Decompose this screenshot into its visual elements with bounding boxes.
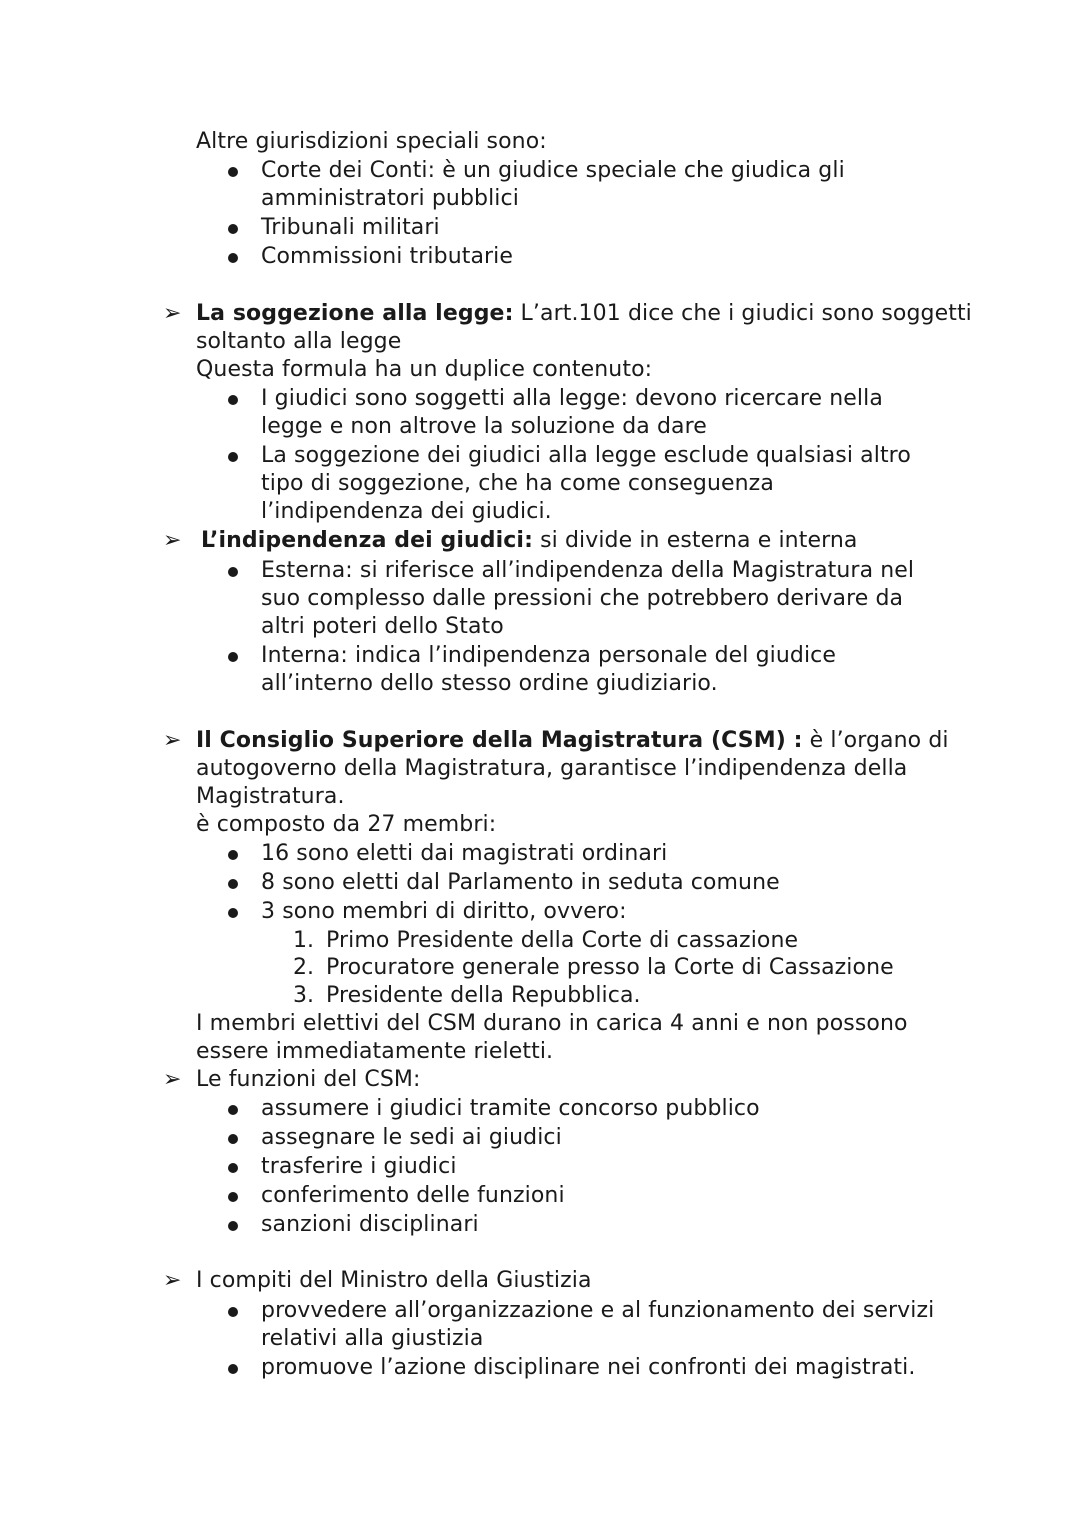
bullet-icon xyxy=(228,1192,238,1202)
bullet-icon xyxy=(228,850,238,860)
section-text: è l’organo di xyxy=(802,728,949,753)
list-number: 3. xyxy=(293,983,314,1008)
arrow-bullet-icon: ➢ xyxy=(163,1067,182,1092)
list-item: 8 sono eletti dal Parlamento in seduta comune xyxy=(261,870,780,895)
paragraph-line: essere immediatamente rieletti. xyxy=(196,1039,554,1064)
list-item: trasferire i giudici xyxy=(261,1154,457,1179)
list-number: 1. xyxy=(293,928,314,953)
section-title: La soggezione alla legge: xyxy=(196,301,514,326)
section-heading-ministro: I compiti del Ministro della Giustizia xyxy=(196,1268,592,1293)
list-item: assumere i giudici tramite concorso pubblico xyxy=(261,1096,760,1121)
arrow-bullet-icon: ➢ xyxy=(163,301,182,326)
section-text: L’art.101 dice che i giudici sono soggetti xyxy=(513,301,972,326)
bullet-icon xyxy=(228,1134,238,1144)
section-heading-soggezione xyxy=(196,300,972,328)
paragraph-line: Magistratura. xyxy=(196,784,345,809)
bullet-icon xyxy=(228,1307,238,1317)
numbered-item: Procuratore generale presso la Corte di Cassazione xyxy=(326,955,894,980)
list-item: Corte dei Conti: è un giudice speciale che giudica gli xyxy=(261,158,845,183)
paragraph-line: soltanto alla legge xyxy=(196,329,402,354)
arrow-bullet-icon: ➢ xyxy=(163,728,182,753)
intro-heading: Altre giurisdizioni speciali sono: xyxy=(196,129,547,154)
paragraph-line: I membri elettivi del CSM durano in carica 4 anni e non possono xyxy=(196,1011,908,1036)
bullet-icon xyxy=(228,395,238,405)
section-heading-csm xyxy=(196,727,949,755)
section-title: L’indipendenza dei giudici: xyxy=(201,528,533,553)
list-item-continuation: suo complesso dalle pressioni che potrebbero derivare da xyxy=(261,586,904,611)
section-heading-funzioni: Le funzioni del CSM: xyxy=(196,1067,421,1092)
list-item: promuove l’azione disciplinare nei confronti dei magistrati. xyxy=(261,1355,916,1380)
bullet-icon xyxy=(228,224,238,234)
list-number: 2. xyxy=(293,955,314,980)
list-item-continuation: legge e non altrove la soluzione da dare xyxy=(261,414,707,439)
list-item: assegnare le sedi ai giudici xyxy=(261,1125,562,1150)
list-item: Commissioni tributarie xyxy=(261,244,514,269)
list-item-continuation: all’interno dello stesso ordine giudiziario. xyxy=(261,671,718,696)
bullet-icon xyxy=(228,1163,238,1173)
arrow-bullet-icon: ➢ xyxy=(163,1268,182,1293)
section-heading-indipendenza xyxy=(201,527,857,555)
list-item: conferimento delle funzioni xyxy=(261,1183,565,1208)
bullet-icon xyxy=(228,1364,238,1374)
list-item-continuation: l’indipendenza dei giudici. xyxy=(261,499,552,524)
list-item-continuation: amministratori pubblici xyxy=(261,186,519,211)
list-item: 16 sono eletti dai magistrati ordinari xyxy=(261,841,668,866)
section-text: si divide in esterna e interna xyxy=(532,528,858,553)
section-title: Il Consiglio Superiore della Magistratura (CSM) : xyxy=(196,728,803,753)
bullet-icon xyxy=(228,253,238,263)
list-item: sanzioni disciplinari xyxy=(261,1212,479,1237)
bullet-icon xyxy=(228,1221,238,1231)
paragraph-line: Questa formula ha un duplice contenuto: xyxy=(196,357,653,382)
bullet-icon xyxy=(228,652,238,662)
arrow-bullet-icon: ➢ xyxy=(163,528,182,553)
list-item: provvedere all’organizzazione e al funzionamento dei servizi xyxy=(261,1298,935,1323)
list-item-continuation: altri poteri dello Stato xyxy=(261,614,504,639)
list-item: 3 sono membri di diritto, ovvero: xyxy=(261,899,627,924)
list-item-continuation: relativi alla giustizia xyxy=(261,1326,484,1351)
list-item-continuation: tipo di soggezione, che ha come conseguenza xyxy=(261,471,774,496)
bullet-icon xyxy=(228,908,238,918)
bullet-icon xyxy=(228,567,238,577)
list-item: La soggezione dei giudici alla legge esclude qualsiasi altro xyxy=(261,443,911,468)
list-item: Esterna: si riferisce all’indipendenza della Magistratura nel xyxy=(261,558,915,583)
bullet-icon xyxy=(228,167,238,177)
list-item: Interna: indica l’indipendenza personale del giudice xyxy=(261,643,836,668)
numbered-item: Primo Presidente della Corte di cassazione xyxy=(326,928,799,953)
list-item: Tribunali militari xyxy=(261,215,440,240)
bullet-icon xyxy=(228,1105,238,1115)
bullet-icon xyxy=(228,452,238,462)
numbered-item: Presidente della Repubblica. xyxy=(326,983,641,1008)
bullet-icon xyxy=(228,879,238,889)
paragraph-line: autogoverno della Magistratura, garantisce l’indipendenza della xyxy=(196,756,908,781)
paragraph-line: è composto da 27 membri: xyxy=(196,812,497,837)
list-item: I giudici sono soggetti alla legge: devono ricercare nella xyxy=(261,386,883,411)
